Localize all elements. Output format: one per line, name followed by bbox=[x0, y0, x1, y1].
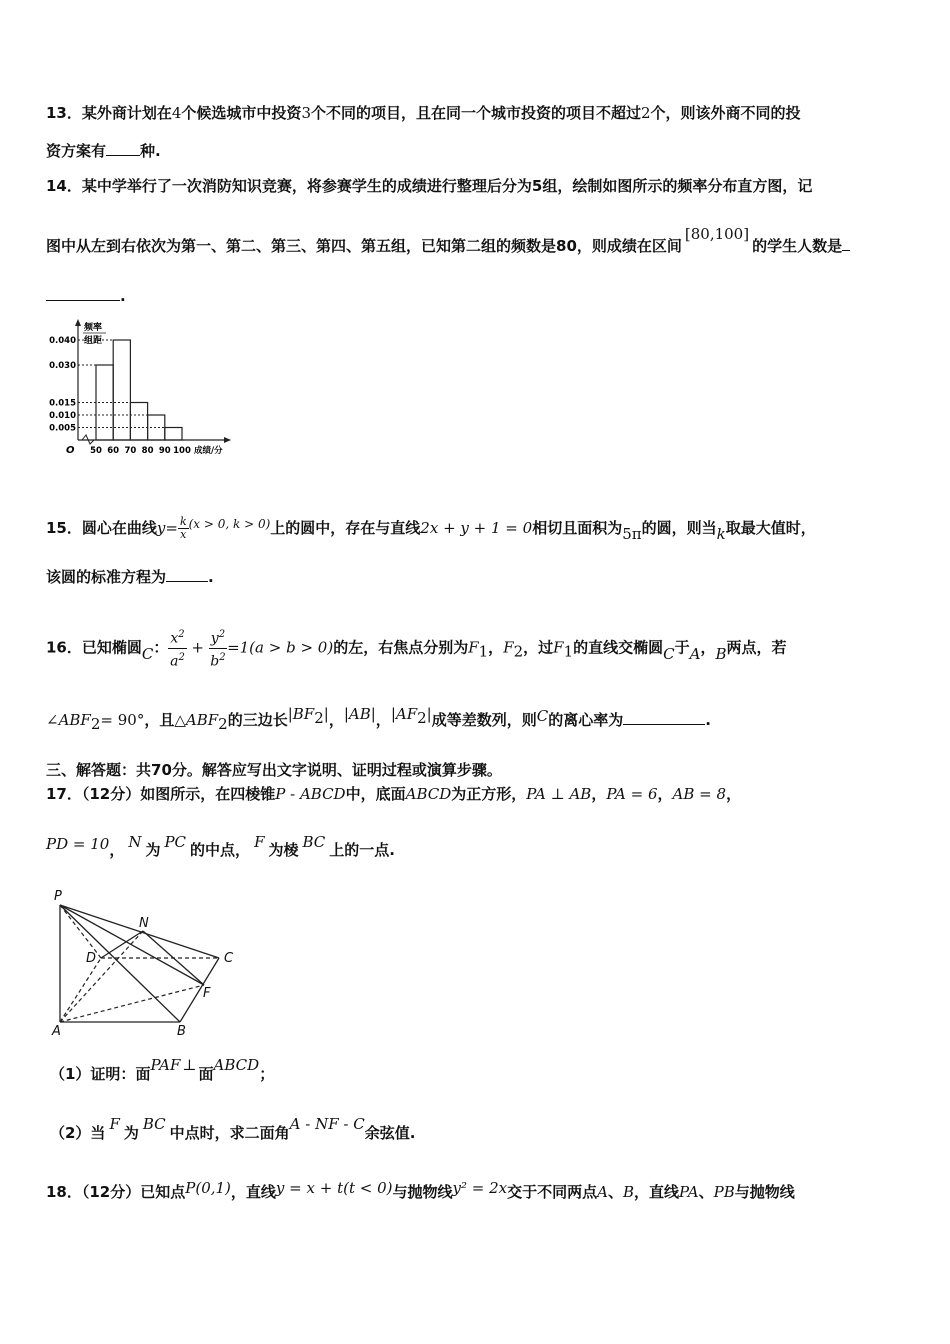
label-C: C bbox=[224, 951, 234, 966]
bar-group-3 bbox=[130, 403, 147, 441]
label-P: P bbox=[54, 889, 62, 904]
answer-blank[interactable] bbox=[46, 286, 120, 301]
answer-blank[interactable] bbox=[623, 710, 705, 725]
edge-PB bbox=[60, 905, 180, 1022]
xtick-60: 60 bbox=[107, 446, 120, 456]
label-N: N bbox=[139, 916, 149, 931]
fraction-y2-over-b2: $\frac{y^2}{b^2}$ bbox=[209, 626, 227, 670]
q16-line2: $\angle ABF_2= 90^\circ$，且$\triangle ABF_2$的三边长$|BF_2|$，|AB|，$|AF_2|$成等差数列，则C的离心率为 . bbox=[46, 705, 711, 733]
bar-group-5 bbox=[165, 428, 182, 441]
q14-line1: 14．某中学举行了一次消防知识竞赛，将参赛学生的成绩进行整理后分为5组，绘制如图所示的频率分布直方图，记 bbox=[46, 177, 813, 195]
xlabel: 成绩/分 bbox=[194, 446, 223, 456]
fraction-k-over-x: $\frac{k}{x}$ bbox=[179, 515, 187, 541]
q17-part1: （1）证明：面PAF ⊥ 面ABCD； bbox=[50, 1056, 275, 1083]
q15-line1: 15．圆心在曲线y= $\frac{k}{x}$ $^{(x > 0, k > 0)}$上的圆中，存在与直线2x + y + 1 = 0相切且面积为5π的圆，则当k取最大值时， bbox=[46, 515, 816, 543]
label-B: B bbox=[177, 1024, 186, 1037]
label-A: A bbox=[52, 1024, 61, 1037]
fraction-x2-over-a2: $\frac{x^2}{a^2}$ bbox=[168, 626, 186, 670]
bar-group-2 bbox=[113, 340, 130, 440]
q14-line3: . bbox=[46, 286, 126, 306]
ytick-0.040: 0.040 bbox=[49, 336, 76, 346]
q18-line1: 18．（12分）已知点P(0,1)，直线y = x + t(t < 0)与抛物线y² = 2x交于不同两点A、B，直线PA、PB与抛物线 bbox=[46, 1179, 795, 1201]
edge-AD-hidden bbox=[60, 958, 101, 1022]
xtick-100: 100 bbox=[173, 446, 191, 456]
ylabel-bottom: 组距 bbox=[84, 336, 103, 346]
label-D: D bbox=[86, 951, 97, 966]
section-heading: 三、解答题：共70分。解答应写出文字说明、证明过程或演算步骤。 bbox=[46, 761, 502, 779]
ytick-0.005: 0.005 bbox=[49, 423, 76, 434]
y-axis-arrow bbox=[75, 319, 81, 326]
ylabel-top: 频率 bbox=[84, 323, 103, 333]
ytick-0.010: 0.010 bbox=[49, 411, 76, 421]
segment-PF bbox=[60, 905, 204, 985]
q13-line1: 13．某外商计划在4个候选城市中投资3个不同的项目，且在同一个城市投资的项目不超过2个，则该外商不同的投 bbox=[46, 104, 801, 122]
x-axis-arrow bbox=[224, 437, 231, 443]
ytick-0.030: 0.030 bbox=[49, 361, 76, 371]
q17-line1: 17．（12分）如图所示，在四棱锥P - ABCD中，底面ABCD为正方形，PA ⊥ AB，PA = 6，AB = 8， bbox=[46, 785, 742, 803]
xtick-50: 50 bbox=[90, 446, 102, 456]
q17-part2: （2）当 F 为 BC 中点时，求二面角A - NF - C余弦值. bbox=[50, 1115, 416, 1142]
origin-label: O bbox=[66, 445, 75, 456]
q13-line2: 资方案有 种. bbox=[46, 142, 161, 160]
label-F: F bbox=[203, 986, 211, 1001]
answer-blank-start[interactable] bbox=[842, 236, 850, 251]
frequency-histogram bbox=[42, 316, 252, 464]
pyramid-figure bbox=[46, 885, 246, 1037]
xtick-70: 70 bbox=[124, 446, 137, 456]
ytick-0.015: 0.015 bbox=[49, 398, 76, 409]
q17-line2: PD = 10， N 为 PC 的中点， F 为棱 BC 上的一点. bbox=[46, 833, 395, 859]
segment-AF-hidden bbox=[60, 985, 204, 1022]
q15-line2: 该圆的标准方程为 . bbox=[46, 568, 214, 586]
edge-PC bbox=[60, 905, 219, 958]
answer-blank[interactable] bbox=[166, 567, 208, 582]
xtick-90: 90 bbox=[158, 446, 171, 456]
answer-blank[interactable] bbox=[106, 141, 140, 156]
xtick-80: 80 bbox=[141, 446, 154, 456]
q16-line1: 16．已知椭圆C： $\frac{x^2}{a^2}$ + $\frac{y^2}{b^2}$ =1(a > b > 0)的左，右焦点分别为$F_1$，$F_2$，过$F_1$的直线交椭圆C于A，B两点，若 bbox=[46, 626, 787, 670]
q14-line2: 图中从左到右依次为第一、第二、第三、第四、第五组，已知第二组的频数是80，则成绩在区间[80,100]的学生人数是 bbox=[46, 236, 850, 256]
